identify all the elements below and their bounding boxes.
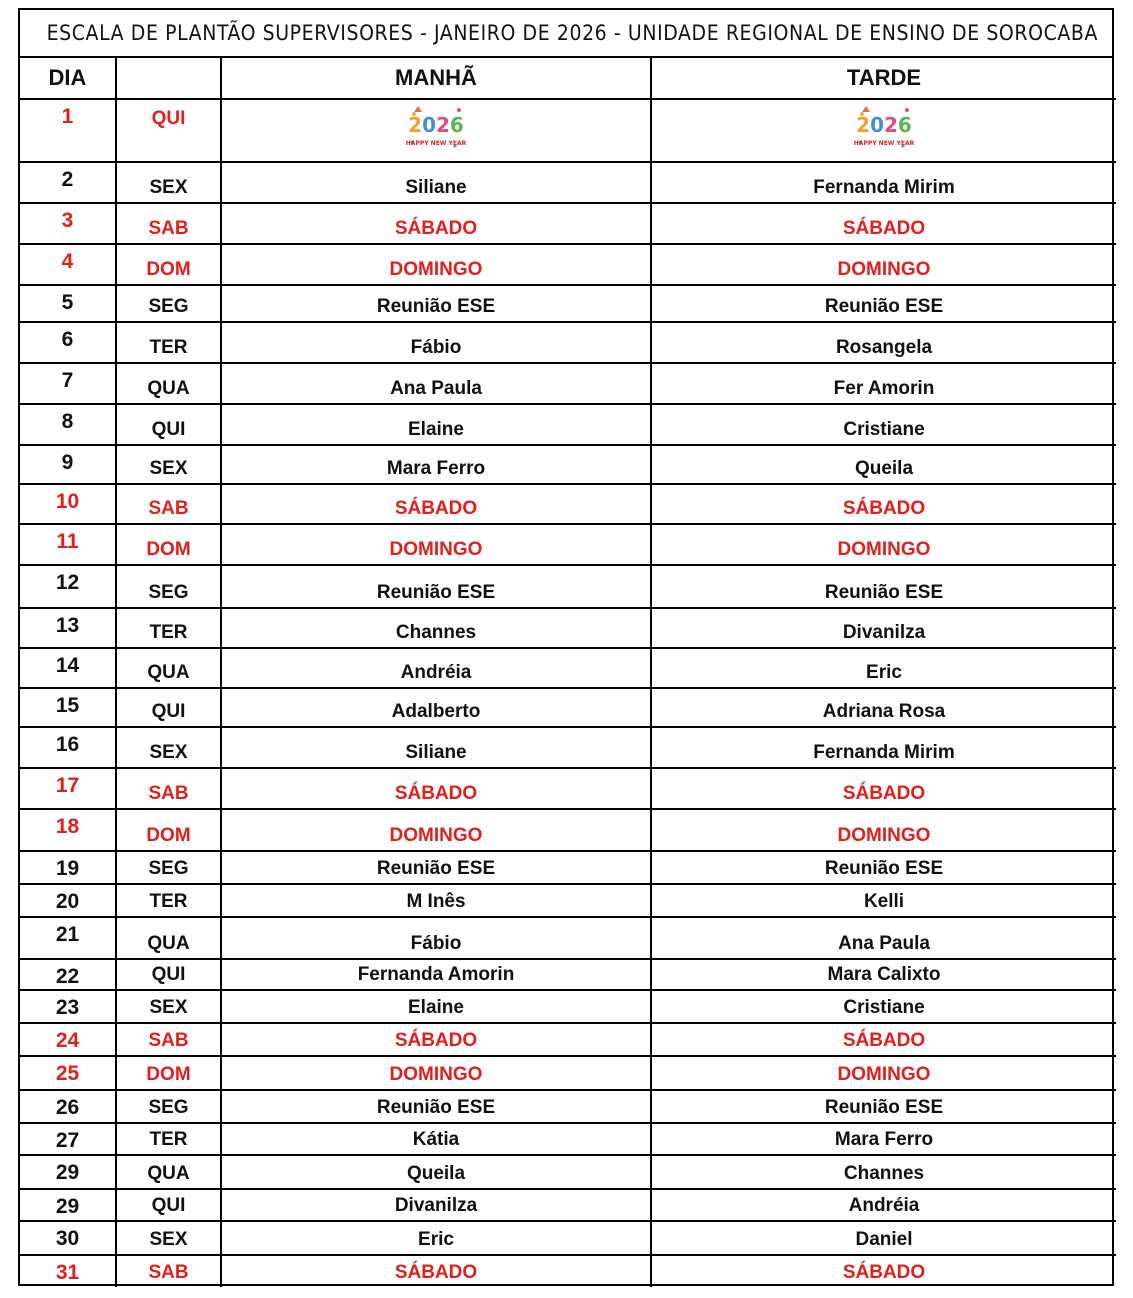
schedule-sheet xyxy=(18,8,1114,1286)
table-row xyxy=(20,648,1116,688)
table-row xyxy=(20,404,1116,445)
table-row xyxy=(20,322,1116,363)
table-row xyxy=(20,884,1116,917)
weekday: DOM xyxy=(116,244,221,285)
morning-shift: DOMINGO xyxy=(221,524,651,565)
day-number: 1 xyxy=(20,99,116,162)
svg-text:2026: 2026 xyxy=(408,112,464,137)
afternoon-shift: DOMINGO xyxy=(651,524,1116,565)
weekday: SEG xyxy=(116,851,221,884)
table-row xyxy=(20,203,1116,244)
afternoon-shift: Reunião ESE xyxy=(651,565,1116,608)
table-row xyxy=(20,1123,1116,1155)
table-row xyxy=(20,809,1116,851)
weekday: QUA xyxy=(116,917,221,959)
day-number: 3 xyxy=(20,203,116,244)
morning-shift: SÁBADO xyxy=(221,203,651,244)
morning-shift: Elaine xyxy=(221,404,651,445)
afternoon-shift: SÁBADO xyxy=(651,484,1116,524)
day-number: 31 xyxy=(20,1255,116,1287)
afternoon-shift: Ana Paula xyxy=(651,917,1116,959)
header-weekday xyxy=(116,58,221,99)
header-tarde: TARDE xyxy=(651,58,1116,99)
weekday: QUI xyxy=(116,404,221,445)
morning-shift: Andréia xyxy=(221,648,651,688)
afternoon-shift: Reunião ESE xyxy=(651,851,1116,884)
table-row xyxy=(20,524,1116,565)
weekday: SEG xyxy=(116,285,221,322)
afternoon-shift: Cristiane xyxy=(651,990,1116,1023)
day-number: 29 xyxy=(20,1155,116,1189)
day-number: 23 xyxy=(20,990,116,1023)
header-dia: DIA xyxy=(20,58,116,99)
weekday: SEX xyxy=(116,1221,221,1255)
day-number: 24 xyxy=(20,1023,116,1056)
table-row xyxy=(20,1023,1116,1056)
weekday: DOM xyxy=(116,524,221,565)
afternoon-shift: SÁBADO xyxy=(651,768,1116,809)
morning-shift: Eric xyxy=(221,1221,651,1255)
svg-text:HAPPY NEW YEAR: HAPPY NEW YEAR xyxy=(853,139,915,147)
morning-shift: SÁBADO xyxy=(221,1255,651,1287)
day-number: 29 xyxy=(20,1189,116,1221)
afternoon-shift: DOMINGO xyxy=(651,244,1116,285)
day-number: 7 xyxy=(20,363,116,404)
table-row xyxy=(20,608,1116,648)
afternoon-shift: Adriana Rosa xyxy=(651,688,1116,727)
afternoon-shift: Kelli xyxy=(651,884,1116,917)
morning-shift: Fernanda Amorin xyxy=(221,959,651,990)
table-row xyxy=(20,851,1116,884)
morning-shift: SÁBADO xyxy=(221,1023,651,1056)
afternoon-shift: Eric xyxy=(651,648,1116,688)
morning-shift: DOMINGO xyxy=(221,244,651,285)
weekday: SEG xyxy=(116,1090,221,1123)
weekday: TER xyxy=(116,1123,221,1155)
afternoon-shift: Fernanda Mirim xyxy=(651,727,1116,768)
table-row xyxy=(20,917,1116,959)
weekday: SEG xyxy=(116,565,221,608)
day-number: 26 xyxy=(20,1090,116,1123)
weekday: SEX xyxy=(116,727,221,768)
day-number: 16 xyxy=(20,727,116,768)
weekday: QUA xyxy=(116,363,221,404)
table-row xyxy=(20,565,1116,608)
header-row xyxy=(20,58,1116,99)
new-year-2026-icon xyxy=(853,102,915,160)
morning-shift: DOMINGO xyxy=(221,1056,651,1090)
day-number: 21 xyxy=(20,917,116,959)
schedule-table xyxy=(20,58,1116,1287)
morning-shift: SÁBADO xyxy=(221,484,651,524)
day-number: 14 xyxy=(20,648,116,688)
afternoon-shift: SÁBADO xyxy=(651,203,1116,244)
afternoon-shift: SÁBADO xyxy=(842,1262,926,1283)
table-row xyxy=(20,445,1116,484)
afternoon-shift: Mara Calixto xyxy=(651,959,1116,990)
day-number: 8 xyxy=(20,404,116,445)
day-number: 4 xyxy=(20,244,116,285)
day-number: 27 xyxy=(20,1123,116,1155)
morning-shift: M Inês xyxy=(221,884,651,917)
table-row xyxy=(20,727,1116,768)
afternoon-shift: Divanilza xyxy=(651,608,1116,648)
morning-shift: Siliane xyxy=(221,162,651,203)
morning-shift: Siliane xyxy=(221,727,651,768)
weekday: QUA xyxy=(116,648,221,688)
afternoon-shift: Fernanda Mirim xyxy=(651,162,1116,203)
weekday: DOM xyxy=(116,1056,221,1090)
table-row xyxy=(20,990,1116,1023)
table-row xyxy=(20,244,1116,285)
morning-shift: Reunião ESE xyxy=(221,285,651,322)
afternoon-shift: Channes xyxy=(651,1155,1116,1189)
table-row xyxy=(20,363,1116,404)
weekday: QUI xyxy=(116,959,221,990)
morning-shift: Elaine xyxy=(221,990,651,1023)
weekday: SAB xyxy=(116,768,221,809)
afternoon-shift: Daniel xyxy=(651,1221,1116,1255)
svg-text:2026: 2026 xyxy=(856,112,912,137)
day-number: 6 xyxy=(20,322,116,363)
table-row xyxy=(20,1155,1116,1189)
table-row xyxy=(20,1189,1116,1221)
day-number: 12 xyxy=(20,565,116,608)
table-row xyxy=(20,959,1116,990)
day-number: 18 xyxy=(20,809,116,851)
page-title: ESCALA DE PLANTÃO SUPERVISORES - JANEIRO DE 2026 - UNIDADE REGIONAL DE ENSINO DE SOROCABA xyxy=(20,10,1112,58)
afternoon-shift: Reunião ESE xyxy=(651,1090,1116,1123)
weekday: SEX xyxy=(116,445,221,484)
afternoon-shift: Rosangela xyxy=(651,322,1116,363)
morning-shift: Queila xyxy=(221,1155,651,1189)
morning-shift: Reunião ESE xyxy=(221,565,651,608)
table-row xyxy=(20,285,1116,322)
day-number: 9 xyxy=(20,445,116,484)
day-number: 20 xyxy=(20,884,116,917)
weekday: SEX xyxy=(116,990,221,1023)
day-number: 19 xyxy=(20,851,116,884)
table-row xyxy=(20,162,1116,203)
day-number: 15 xyxy=(20,688,116,727)
afternoon-shift: Andréia xyxy=(651,1189,1116,1221)
header-manha: MANHÃ xyxy=(221,58,651,99)
new-year-2026-icon xyxy=(405,102,467,160)
afternoon-shift: Mara Ferro xyxy=(651,1123,1116,1155)
table-row xyxy=(20,1221,1116,1255)
morning-shift: Fábio xyxy=(221,917,651,959)
afternoon-shift: Cristiane xyxy=(651,404,1116,445)
table-row xyxy=(20,1255,1116,1287)
weekday: QUI xyxy=(116,99,221,162)
weekday: QUI xyxy=(116,1189,221,1221)
day-number: 25 xyxy=(20,1056,116,1090)
weekday: TER xyxy=(116,884,221,917)
weekday: SEX xyxy=(116,162,221,203)
afternoon-shift: Reunião ESE xyxy=(651,285,1116,322)
table-row xyxy=(20,484,1116,524)
day-number: 5 xyxy=(20,285,116,322)
weekday: SAB xyxy=(116,203,221,244)
morning-shift: Fábio xyxy=(221,322,651,363)
afternoon-shift: DOMINGO xyxy=(651,1056,1116,1090)
morning-shift: DOMINGO xyxy=(221,809,651,851)
morning-shift: SÁBADO xyxy=(221,768,651,809)
afternoon-shift: SÁBADO xyxy=(651,1023,1116,1056)
table-row xyxy=(20,1090,1116,1123)
svg-text:HAPPY NEW YEAR: HAPPY NEW YEAR xyxy=(405,139,467,147)
weekday: SAB xyxy=(116,1255,221,1287)
table-row xyxy=(20,768,1116,809)
morning-shift xyxy=(221,99,651,162)
afternoon-shift: Fer Amorin xyxy=(651,363,1116,404)
day-number: 17 xyxy=(20,768,116,809)
day-number: 30 xyxy=(20,1221,116,1255)
morning-shift: Adalberto xyxy=(221,688,651,727)
weekday: QUI xyxy=(116,688,221,727)
weekday: TER xyxy=(116,322,221,363)
day-number: 10 xyxy=(20,484,116,524)
day-number: 11 xyxy=(20,524,116,565)
table-row xyxy=(20,99,1116,162)
weekday: SAB xyxy=(116,484,221,524)
weekday: SAB xyxy=(116,1023,221,1056)
day-number: 2 xyxy=(20,162,116,203)
day-number: 22 xyxy=(20,959,116,990)
weekday: QUA xyxy=(116,1155,221,1189)
morning-shift: Divanilza xyxy=(221,1189,651,1221)
table-row xyxy=(20,1056,1116,1090)
morning-shift: Kátia xyxy=(221,1123,651,1155)
weekday: TER xyxy=(116,608,221,648)
morning-shift: Mara Ferro xyxy=(221,445,651,484)
afternoon-shift: Queila xyxy=(651,445,1116,484)
morning-shift: Reunião ESE xyxy=(221,851,651,884)
afternoon-shift xyxy=(651,99,1116,162)
morning-shift: Ana Paula xyxy=(221,363,651,404)
day-number: 13 xyxy=(20,608,116,648)
morning-shift: Reunião ESE xyxy=(221,1090,651,1123)
afternoon-shift: DOMINGO xyxy=(651,809,1116,851)
weekday: DOM xyxy=(116,809,221,851)
table-row xyxy=(20,688,1116,727)
morning-shift: Channes xyxy=(221,608,651,648)
